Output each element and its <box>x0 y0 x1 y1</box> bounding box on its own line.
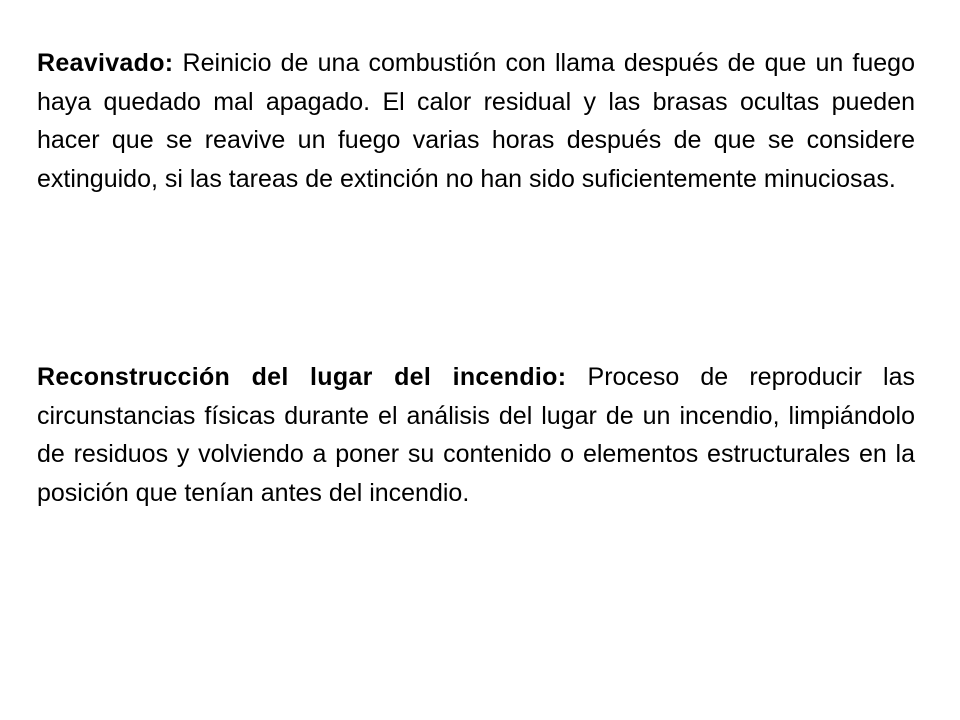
definition-text: Reinicio de una combustión con llama después de que un fuego haya quedado mal apagado. El calor residual y las brasas ocultas pueden hacer que se reavive un fuego varias horas después de que se considere extinguido, si las tareas de extinción no han sido suficientemente minuciosas. <box>37 49 915 193</box>
definition-reavivado <box>37 44 915 198</box>
definition-term: Reavivado: <box>37 49 174 77</box>
definition-reconstruccion <box>37 358 915 512</box>
definition-text: Proceso de reproducir las circunstancias físicas durante el análisis del lugar de un incendio, limpiándolo de residuos y volviendo a poner su contenido o elementos estructurales en la posición que tenían antes del incendio. <box>37 363 915 507</box>
definition-term: Reconstrucción del lugar del incendio: <box>37 363 567 391</box>
